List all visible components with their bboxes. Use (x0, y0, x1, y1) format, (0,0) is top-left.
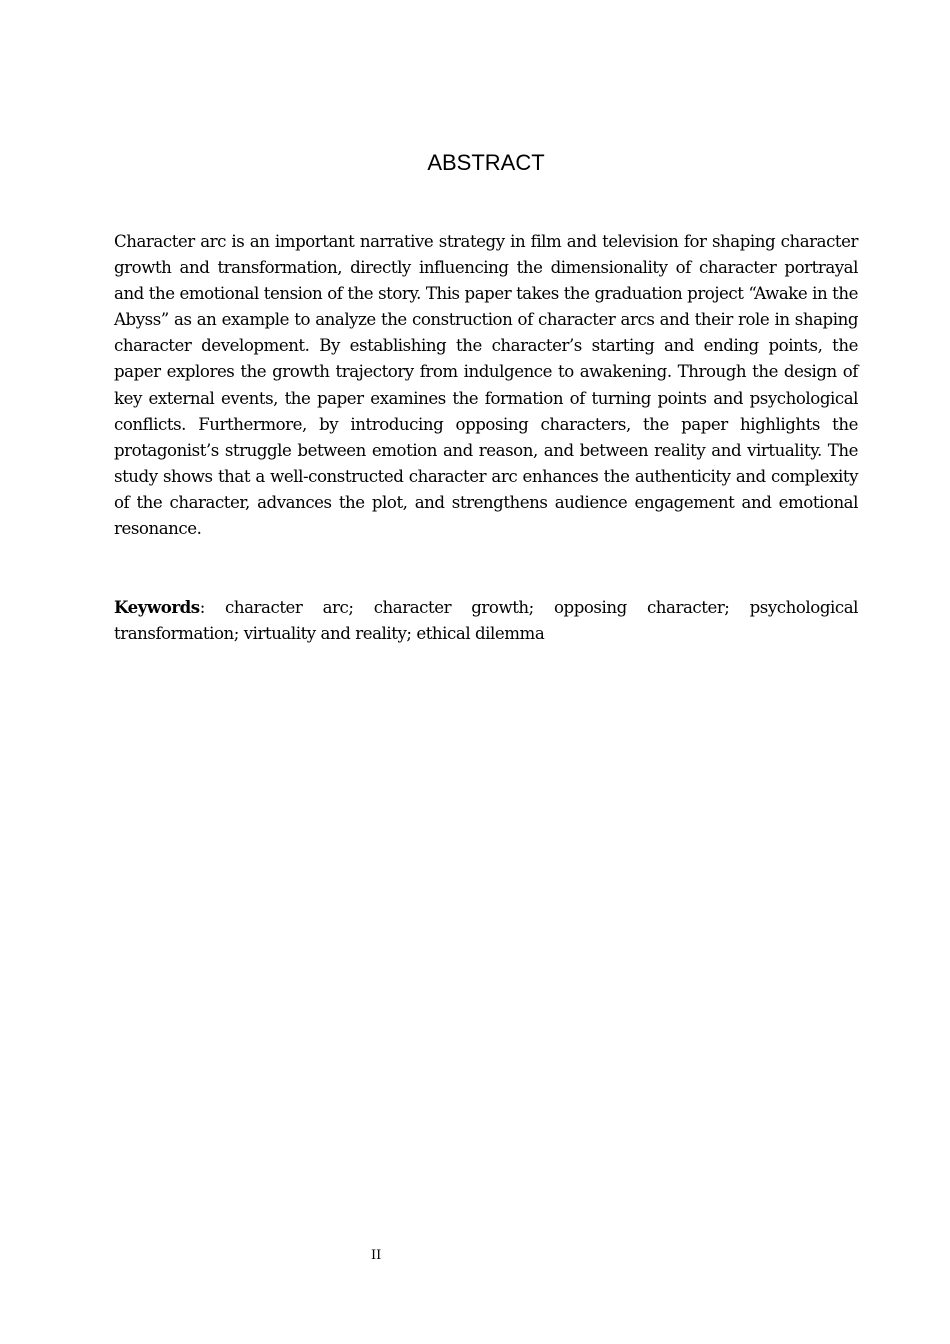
keywords-list: : character arc; character growth; opposing character; psychological transformation; virtuality and reality; ethical dilemma (114, 598, 858, 644)
keywords-paragraph (114, 594, 858, 647)
keywords-label: Keywords (114, 597, 200, 617)
abstract-heading: ABSTRACT (427, 150, 545, 175)
page-number: II (371, 1248, 382, 1263)
abstract-paragraph: Character arc is an important narrative strategy in film and television for shaping character growth and transformation, directly influencing the dimensionality of character portrayal and the emotional tension of the story. This paper takes the graduation project “Awake in the Abyss” as an example to analyze the construction of character arcs and their role in shaping character development. By establishing the character’s starting and ending points, the paper explores the growth trajectory from indulgence to awakening. Through the design of key external events, the paper examines the formation of turning points and psychological conflicts. Furthermore, by introducing opposing characters, the paper highlights the protagonist’s struggle between emotion and reason, and between reality and virtuality. The study shows that a well-constructed character arc enhances the authenticity and complexity of the character, advances the plot, and strengthens audience engagement and emotional resonance. (114, 232, 858, 539)
